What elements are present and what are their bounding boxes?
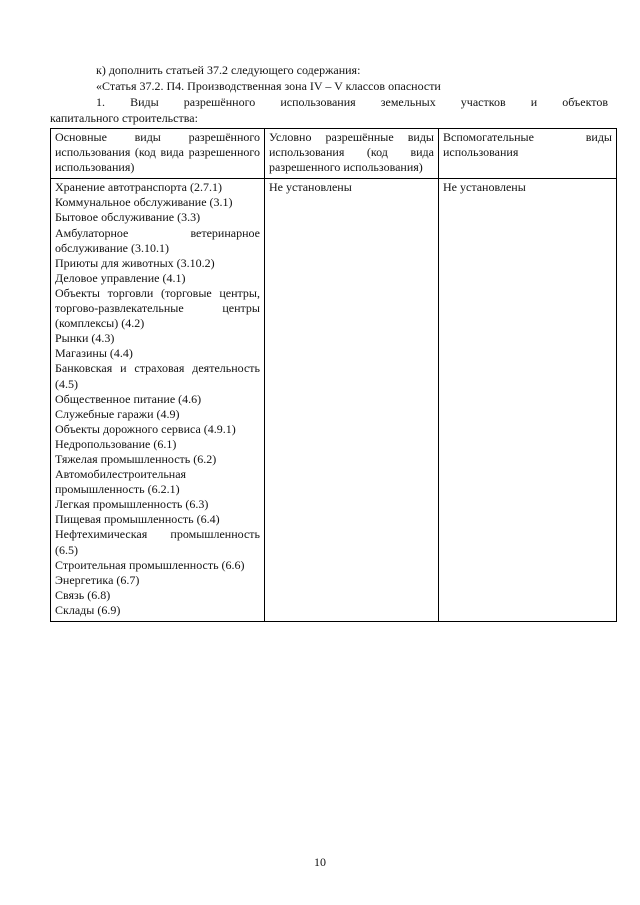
list-item: Тяжелая промышленность (6.2) — [55, 451, 217, 466]
list-item: Банковская и страховая деятельность (4.5) — [55, 361, 260, 391]
list-item: Недропользование (6.1) — [55, 436, 177, 451]
list-item: Пищевая промышленность (6.4) — [55, 512, 220, 527]
header-main-uses: Основные виды разрешённого использования (код вида разрешенного использования) — [51, 129, 265, 179]
list-item: Легкая промышленность (6.3) — [55, 497, 209, 512]
auxiliary-uses-cell: Не установлены — [439, 179, 617, 622]
list-item: Автомобилестроительная промышленность (6.2.1) — [55, 467, 187, 497]
list-item: Служебные гаражи (4.9) — [55, 406, 180, 421]
list-item: Магазины (4.4) — [55, 346, 133, 361]
article-title: «Статья 37.2. П4. Производственная зона IV – V классов опасности — [96, 79, 441, 93]
table-header-row — [51, 129, 617, 179]
section-heading-continuation: капитального строительства: — [50, 111, 198, 125]
list-item: Рынки (4.3) — [55, 331, 115, 346]
list-item: Объекты торговли (торговые центры, торгово-развлекательные центры (комплексы) (4.2) — [55, 285, 260, 331]
section-heading: 1. Виды разрешённого использования земельных участков и объектов — [96, 95, 608, 109]
amendment-clause: к) дополнить статьей 37.2 следующего содержания: — [96, 63, 361, 77]
list-item: Энергетика (6.7) — [55, 572, 140, 587]
conditional-uses-cell: Не установлены — [265, 179, 439, 622]
land-use-table — [50, 128, 617, 622]
header-conditional-uses: Условно разрешённые виды использования (код вида разрешенного использования) — [265, 129, 439, 179]
list-item: Связь (6.8) — [55, 587, 111, 602]
list-item: Приюты для животных (3.10.2) — [55, 255, 215, 270]
list-item: Хранение автотранспорта (2.7.1) — [55, 180, 222, 195]
list-item: Нефтехимическая промышленность (6.5) — [55, 527, 260, 557]
list-item: Объекты дорожного сервиса (4.9.1) — [55, 421, 236, 436]
list-item: Амбулаторное ветеринарное обслуживание (3.10.1) — [55, 225, 260, 255]
header-auxiliary-uses: Вспомогательные виды использования — [439, 129, 617, 179]
page-number: 10 — [314, 855, 326, 869]
list-item: Строительная промышленность (6.6) — [55, 557, 245, 572]
list-item: Склады (6.9) — [55, 602, 121, 617]
main-uses-cell — [51, 179, 265, 622]
list-item: Общественное питание (4.6) — [55, 391, 202, 406]
list-item: Деловое управление (4.1) — [55, 270, 186, 285]
list-item: Бытовое обслуживание (3.3) — [55, 210, 201, 225]
list-item: Коммунальное обслуживание (3.1) — [55, 195, 233, 210]
table-row — [51, 179, 617, 622]
